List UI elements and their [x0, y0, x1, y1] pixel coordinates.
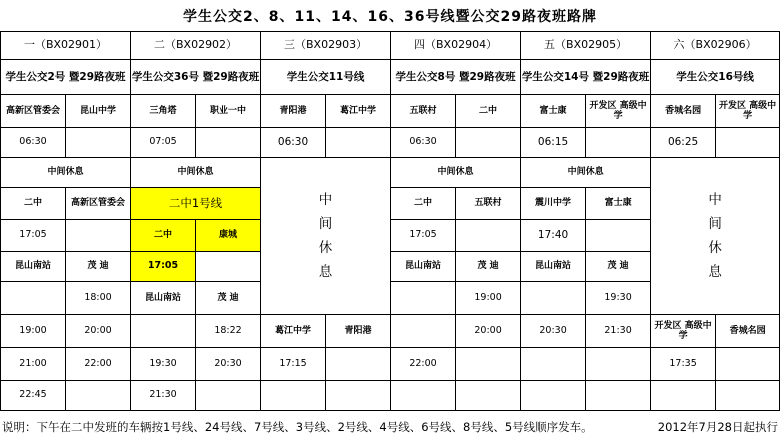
- rest-vertical-label: 中间休息: [708, 192, 722, 280]
- stop-name: 二中: [131, 220, 196, 252]
- empty-cell: [716, 381, 780, 411]
- stop-name: 香城名园: [651, 95, 716, 128]
- stop-name: 茂 迪: [456, 252, 521, 282]
- departure-time: 18:22: [196, 315, 261, 348]
- stop-name: 昆山南站: [521, 252, 586, 282]
- empty-cell: [391, 381, 456, 411]
- route-name: 学生公交16号线: [651, 60, 780, 95]
- empty-cell: [716, 128, 780, 158]
- departure-time: 22:45: [1, 381, 66, 411]
- stop-name: 五联村: [456, 188, 521, 220]
- empty-cell: [456, 381, 521, 411]
- departure-time: 19:30: [131, 348, 196, 381]
- departure-time: 19:30: [586, 282, 651, 315]
- stop-name: 茂 迪: [196, 282, 261, 315]
- stop-name: 香城名园: [716, 315, 780, 348]
- route-name: 学生公交14号 暨29路夜班: [521, 60, 651, 95]
- stop-name: 职业一中: [196, 95, 261, 128]
- stop-name: 葛江中学: [326, 95, 391, 128]
- empty-cell: [196, 252, 261, 282]
- departure-time: 17:05: [131, 252, 196, 282]
- empty-cell: [391, 282, 456, 315]
- empty-cell: [66, 381, 131, 411]
- departure-time: 17:05: [1, 220, 66, 252]
- empty-cell: [66, 128, 131, 158]
- empty-cell: [261, 381, 326, 411]
- column-header: 四（BX02904）: [391, 32, 521, 60]
- page-title: 学生公交2、8、11、14、16、36号线暨公交29路夜班路牌: [183, 9, 597, 25]
- column-header: 五（BX02905）: [521, 32, 651, 60]
- empty-cell: [456, 220, 521, 252]
- stop-name: 茂 迪: [66, 252, 131, 282]
- empty-cell: [131, 315, 196, 348]
- departure-time: 06:30: [391, 128, 456, 158]
- column-header: 三（BX02903）: [261, 32, 391, 60]
- rest-vertical: [651, 158, 780, 315]
- departure-time: 06:15: [521, 128, 586, 158]
- stop-name: 开发区 高级中学: [651, 315, 716, 348]
- empty-cell: [586, 128, 651, 158]
- stop-name: 青阳港: [261, 95, 326, 128]
- route-name: 学生公交8号 暨29路夜班: [391, 60, 521, 95]
- empty-cell: [326, 381, 391, 411]
- empty-cell: [521, 381, 586, 411]
- departure-time: 17:15: [261, 348, 326, 381]
- stop-name: 青阳港: [326, 315, 391, 348]
- column-header: 一（BX02901）: [1, 32, 131, 60]
- departure-time: 22:00: [391, 348, 456, 381]
- route-name: 学生公交2号 暨29路夜班: [1, 60, 131, 95]
- stop-name: 三角塔: [131, 95, 196, 128]
- rest-label: 中间休息: [1, 158, 131, 188]
- stop-name: 昆山中学: [66, 95, 131, 128]
- column-header: 六（BX02906）: [651, 32, 780, 60]
- empty-cell: [391, 315, 456, 348]
- effective-date: 2012年7月28日起执行: [657, 420, 778, 434]
- rest-label: 中间休息: [391, 158, 521, 188]
- departure-time: 19:00: [1, 315, 66, 348]
- route-name: 学生公交36号 暨29路夜班: [131, 60, 261, 95]
- stop-name: 富士康: [586, 188, 651, 220]
- departure-time: 18:00: [66, 282, 131, 315]
- stop-name: 高新区管委会: [66, 188, 131, 220]
- departure-time: 06:25: [651, 128, 716, 158]
- empty-cell: [456, 128, 521, 158]
- stop-name: 昆山南站: [131, 282, 196, 315]
- departure-time: 20:00: [66, 315, 131, 348]
- rest-label: 中间休息: [131, 158, 261, 188]
- stop-name: 二中: [456, 95, 521, 128]
- rest-vertical: [261, 158, 391, 315]
- empty-cell: [586, 381, 651, 411]
- empty-cell: [196, 381, 261, 411]
- stop-name: 二中: [391, 188, 456, 220]
- empty-cell: [196, 128, 261, 158]
- departure-time: 06:30: [1, 128, 66, 158]
- stop-name: 震川中学: [521, 188, 586, 220]
- departure-time: 17:05: [391, 220, 456, 252]
- stop-name: 葛江中学: [261, 315, 326, 348]
- rest-label: 中间休息: [521, 158, 651, 188]
- empty-cell: [586, 220, 651, 252]
- departure-time: 20:30: [521, 315, 586, 348]
- empty-cell: [521, 282, 586, 315]
- stop-name: 开发区 高级中学: [716, 95, 780, 128]
- empty-cell: [586, 348, 651, 381]
- empty-cell: [456, 348, 521, 381]
- departure-time: 07:05: [131, 128, 196, 158]
- column-header: 二（BX02902）: [131, 32, 261, 60]
- stop-name: 高新区管委会: [1, 95, 66, 128]
- stop-name: 富士康: [521, 95, 586, 128]
- empty-cell: [66, 220, 131, 252]
- departure-time: 22:00: [66, 348, 131, 381]
- line-highlight: 二中1号线: [131, 188, 261, 220]
- schedule-table: [0, 31, 780, 411]
- departure-time: 21:30: [586, 315, 651, 348]
- empty-cell: [521, 348, 586, 381]
- departure-time: 17:35: [651, 348, 716, 381]
- empty-cell: [716, 348, 780, 381]
- stop-name: 昆山南站: [1, 252, 66, 282]
- empty-cell: [1, 282, 66, 315]
- departure-time: 06:30: [261, 128, 326, 158]
- route-name: 学生公交11号线: [261, 60, 391, 95]
- empty-cell: [326, 348, 391, 381]
- departure-time: 17:40: [521, 220, 586, 252]
- departure-time: 20:00: [456, 315, 521, 348]
- departure-time: 21:30: [131, 381, 196, 411]
- stop-name: 开发区 高级中学: [586, 95, 651, 128]
- departure-time: 21:00: [1, 348, 66, 381]
- empty-cell: [326, 128, 391, 158]
- stop-name: 昆山南站: [391, 252, 456, 282]
- stop-name: 二中: [1, 188, 66, 220]
- stop-name: 茂 迪: [586, 252, 651, 282]
- stop-name: 康城: [196, 220, 261, 252]
- empty-cell: [651, 381, 716, 411]
- rest-vertical-label: 中间休息: [318, 192, 333, 280]
- footer-note: 说明：下午在二中发班的车辆按1号线、24号线、7号线、3号线、2号线、4号线、6号线、8号线、5号线顺序发车。: [2, 420, 593, 434]
- stop-name: 五联村: [391, 95, 456, 128]
- departure-time: 20:30: [196, 348, 261, 381]
- departure-time: 19:00: [456, 282, 521, 315]
